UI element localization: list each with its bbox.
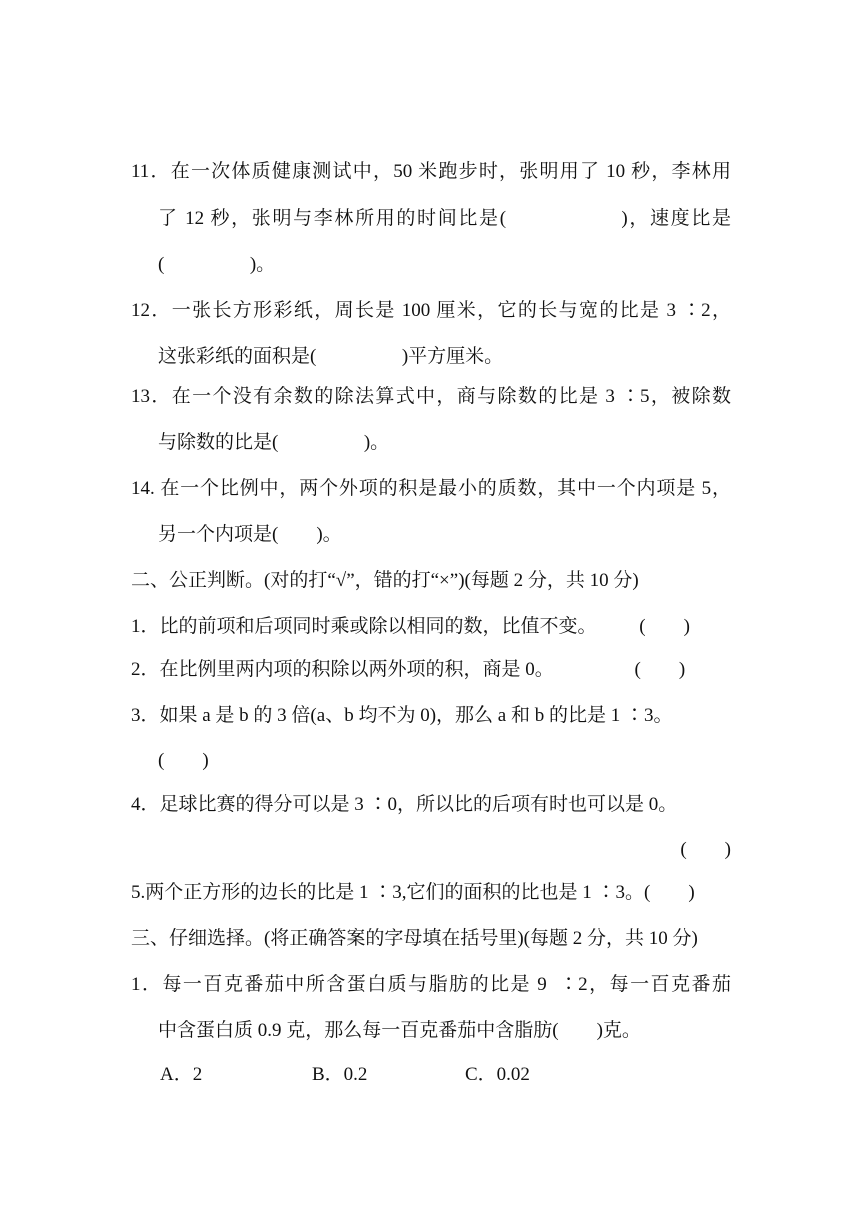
judge-item-1: 1．比的前项和后项同时乘或除以相同的数，比值不变。 ( ): [131, 616, 690, 637]
choice-question-1-line-2: 中含蛋白质 0.9 克，那么每一百克番茄中含脂肪( )克。: [158, 1020, 641, 1041]
question-12-line-1: 12．一张长方形彩纸，周长是 100 厘米，它的长与宽的比是 3 ∶2，: [131, 300, 731, 321]
judge-item-3: 3．如果 a 是 b 的 3 倍(a、b 均不为 0)，那么 a 和 b 的比是 1 ∶3。: [131, 705, 673, 726]
question-11-line-3: ( )。: [158, 254, 276, 275]
option-b: B．0.2: [312, 1064, 368, 1085]
judge-item-4-answer: ( ): [680, 839, 731, 860]
question-11-line-1: 11．在一次体质健康测试中，50 米跑步时，张明用了 10 秒，李林用: [131, 161, 731, 182]
judge-item-5: 5.两个正方形的边长的比是 1 ∶3,它们的面积的比也是 1 ∶3。( ): [131, 882, 695, 903]
option-c: C．0.02: [465, 1064, 530, 1085]
question-11-line-2: 了 12 秒，张明与李林所用的时间比是( )，速度比是: [158, 208, 731, 229]
option-a: A．2: [160, 1064, 203, 1085]
section-2-heading: 二、公正判断。(对的打“√”，错的打“×”)(每题 2 分，共 10 分): [131, 570, 639, 591]
section-3-heading: 三、仔细选择。(将正确答案的字母填在括号里)(每题 2 分，共 10 分): [131, 928, 698, 949]
judge-item-3-answer: ( ): [158, 750, 209, 771]
choice-question-1-line-1: 1．每一百克番茄中所含蛋白质与脂肪的比是 9 ∶2，每一百克番茄: [131, 974, 731, 995]
question-14-line-1: 14. 在一个比例中，两个外项的积是最小的质数，其中一个内项是 5，: [131, 478, 731, 499]
question-13-line-2: 与除数的比是( )。: [158, 432, 390, 453]
judge-item-2: 2．在比例里两内项的积除以两外项的积，商是 0。 ( ): [131, 659, 686, 680]
question-14-line-2: 另一个内项是( )。: [158, 524, 342, 545]
question-13-line-1: 13．在一个没有余数的除法算式中，商与除数的比是 3 ∶5，被除数: [131, 386, 731, 407]
question-12-line-2: 这张彩纸的面积是( )平方厘米。: [158, 346, 504, 367]
judge-item-4: 4．足球比赛的得分可以是 3 ∶0，所以比的后项有时也可以是 0。: [131, 794, 678, 815]
